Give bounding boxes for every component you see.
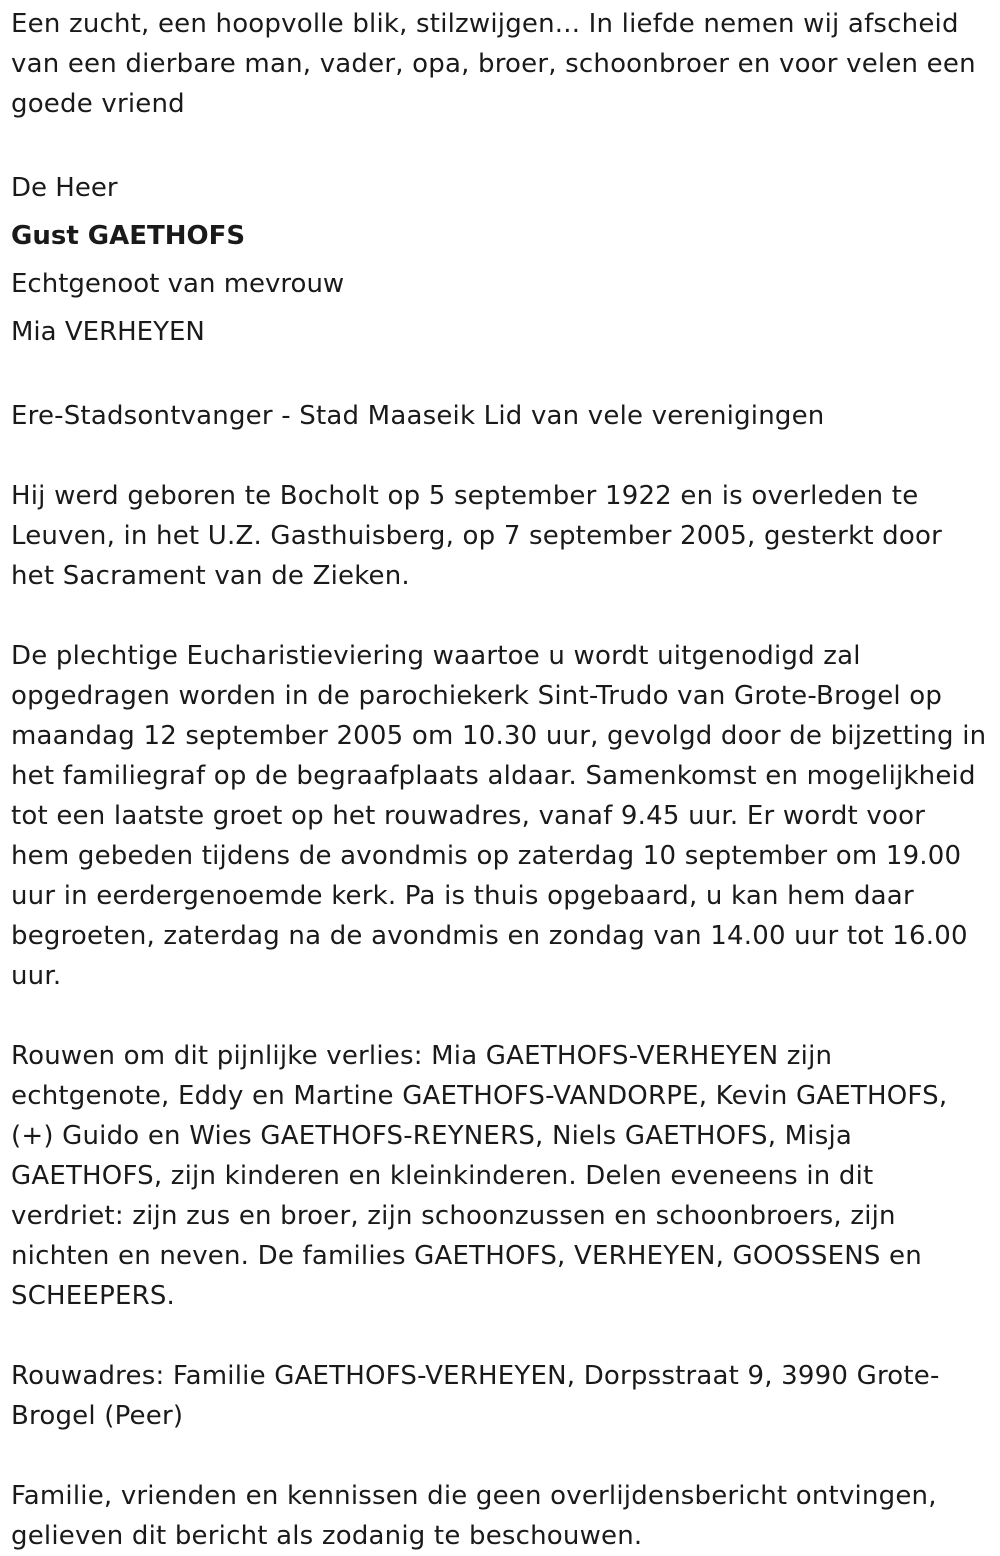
spacer bbox=[11, 436, 990, 476]
spacer bbox=[11, 1316, 990, 1356]
spacer bbox=[11, 596, 990, 636]
address-paragraph: Rouwadres: Familie GAETHOFS-VERHEYEN, Dorpsstraat 9, 3990 Grote-Brogel (Peer) bbox=[11, 1361, 940, 1431]
function-paragraph: Ere-Stadsontvanger - Stad Maaseik Lid van vele verenigingen bbox=[11, 401, 825, 431]
spacer bbox=[11, 356, 990, 396]
spacer bbox=[11, 1436, 990, 1476]
intro-paragraph: Een zucht, een hoopvolle blik, stilzwijgen... In liefde nemen wij afscheid van een dierbare man, vader, opa, broer, schoonbroer en voor velen een goede vriend bbox=[11, 9, 985, 119]
spacer bbox=[11, 124, 990, 164]
title-prefix: De Heer bbox=[11, 173, 118, 203]
birth-death-paragraph: Hij werd geboren te Bocholt op 5 september 1922 en is overleden te Leuven, in het U.Z. Gasthuisberg, op 7 september 2005, gesterkt door het Sacrament van de Zieken. bbox=[11, 481, 951, 591]
mourners-paragraph: Rouwen om dit pijnlijke verlies: Mia GAETHOFS-VERHEYEN zijn echtgenote, Eddy en Martine GAETHOFS-VANDORPE, Kevin GAETHOFS, (+) Guido en Wies GAETHOFS-REYNERS, Niels GAETHOFS, Misja GAETHOFS, zijn kinderen en kleinkinderen. Delen eveneens in dit verdriet: zijn zus en broer, zijn schoonzussen en schoonbroers, zijn nichten en neven. De families GAETHOFS, VERHEYEN, GOOSSENS en SCHEEPERS. bbox=[11, 1041, 956, 1311]
deceased-name: Gust GAETHOFS bbox=[11, 221, 246, 251]
spouse-label: Echtgenoot van mevrouw bbox=[11, 269, 345, 299]
closing-paragraph: Familie, vrienden en kennissen die geen overlijdensbericht ontvingen, gelieven dit bericht als zodanig te beschouwen. bbox=[11, 1481, 946, 1551]
spacer bbox=[11, 996, 990, 1036]
ceremony-paragraph: De plechtige Eucharistieviering waartoe u wordt uitgenodigd zal opgedragen worden in de parochiekerk Sint-Trudo van Grote-Brogel op maandag 12 september 2005 om 10.30 uur, gevolgd door de bijzetting in het familiegraf op de begraafplaats aldaar. Samenkomst en mogelijkheid tot een laatste groet op het rouwadres, vanaf 9.45 uur. Er wordt voor hem gebeden tijdens de avondmis op zaterdag 10 september om 19.00 uur in eerdergenoemde kerk. Pa is thuis opgebaard, u kan hem daar begroeten, zaterdag na de avondmis en zondag van 14.00 uur tot 16.00 uur. bbox=[11, 641, 995, 991]
spouse-name: Mia VERHEYEN bbox=[11, 317, 205, 347]
